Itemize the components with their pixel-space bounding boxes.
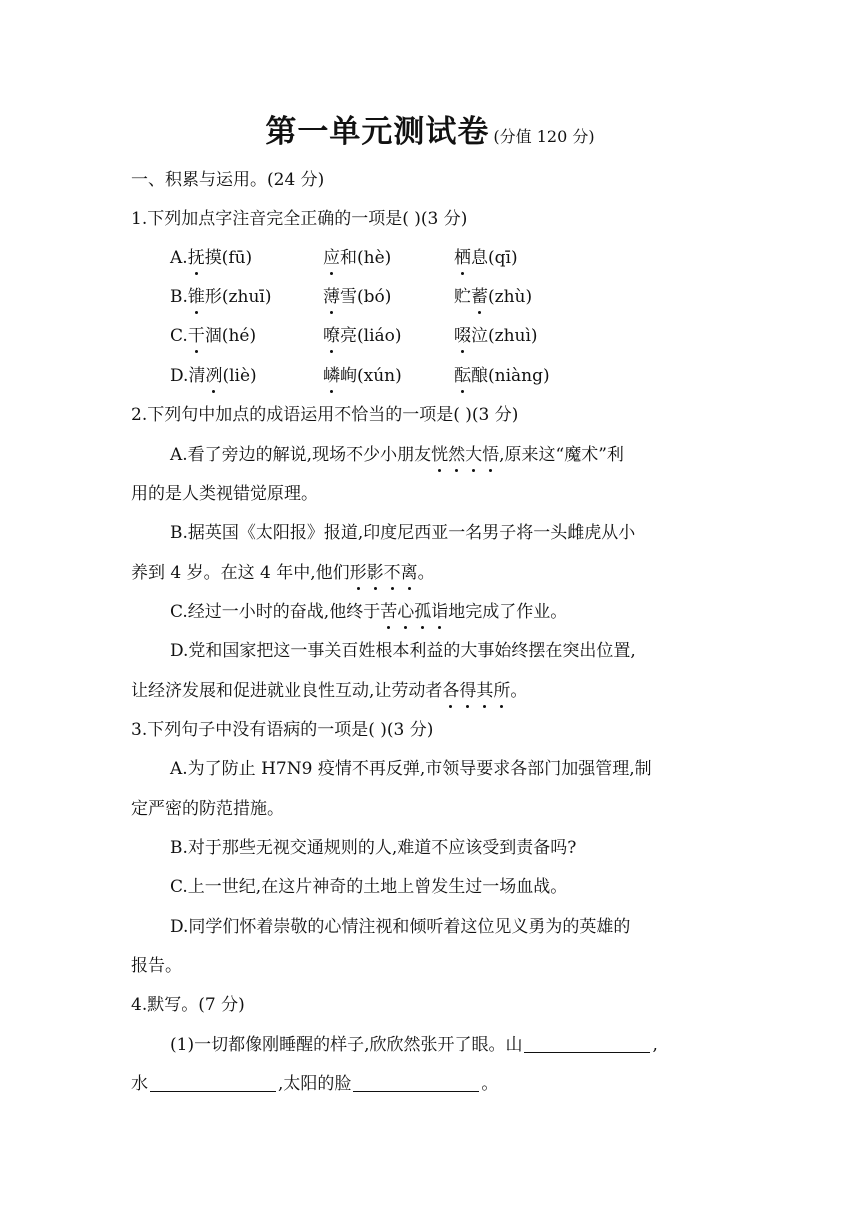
q1-c-item-3: 啜泣(zhuì) bbox=[454, 326, 538, 346]
q3-option-d-cont: 报告。 bbox=[131, 956, 182, 976]
q3-option-b[interactable]: B.对于那些无视交通规则的人,难道不应该受到责备吗? bbox=[170, 838, 577, 858]
answer-blank-3[interactable] bbox=[353, 1073, 479, 1092]
q1-b-item-2: 薄雪(bó) bbox=[323, 287, 392, 307]
q2-option-d[interactable]: D.党和国家把这一事关百姓根本利益的大事始终摆在突出位置, bbox=[170, 641, 636, 661]
answer-blank-2[interactable] bbox=[150, 1073, 276, 1092]
q2-option-b-cont: 养到 4 岁。在这 4 年中,他们形影不离。 bbox=[131, 563, 435, 583]
q1-a-item-2: 应和(hè) bbox=[323, 248, 392, 268]
q3-stem: 3.下列句子中没有语病的一项是( )(3 分) bbox=[131, 720, 434, 740]
title-score: (分值 120 分) bbox=[493, 127, 595, 146]
q4-part-1-cont: 水 ,太阳的脸 。 bbox=[131, 1074, 499, 1094]
answer-blank-1[interactable] bbox=[524, 1034, 650, 1053]
q1-d-item-2: 嶙峋(xún) bbox=[323, 366, 402, 386]
q1-a-item-1: A.抚摸(fū) bbox=[170, 248, 253, 268]
q2-stem: 2.下列句中加点的成语运用不恰当的一项是( )(3 分) bbox=[131, 405, 519, 425]
q2-option-d-cont: 让经济发展和促进就业良性互动,让劳动者各得其所。 bbox=[131, 681, 528, 701]
q4-part-1: (1)一切都像刚睡醒的样子,欣欣然张开了眼。山 , bbox=[170, 1035, 658, 1055]
exam-title bbox=[0, 106, 860, 151]
q3-option-a[interactable]: A.为了防止 H7N9 疫情不再反弹,市领导要求各部门加强管理,制 bbox=[170, 759, 652, 779]
section-heading: 一、积累与运用。(24 分) bbox=[131, 170, 325, 190]
q3-option-d[interactable]: D.同学们怀着崇敬的心情注视和倾听着这位见义勇为的英雄的 bbox=[170, 917, 631, 937]
q2-option-b[interactable]: B.据英国《太阳报》报道,印度尼西亚一名男子将一头雌虎从小 bbox=[170, 523, 636, 543]
q3-option-a-cont: 定严密的防范措施。 bbox=[131, 799, 284, 819]
q1-d-item-1: D.清冽(liè) bbox=[170, 366, 257, 386]
q1-d-item-3: 酝酿(niàng) bbox=[454, 366, 550, 386]
q1-c-item-2: 嘹亮(liáo) bbox=[323, 326, 402, 346]
q1-c-item-1: C.干涸(hé) bbox=[170, 326, 257, 346]
q1-b-item-1: B.锥形(zhuī) bbox=[170, 287, 272, 307]
q2-option-a[interactable]: A.看了旁边的解说,现场不少小朋友恍然大悟,原来这“魔术”利 bbox=[170, 445, 624, 465]
q3-option-c[interactable]: C.上一世纪,在这片神奇的土地上曾发生过一场血战。 bbox=[170, 877, 568, 897]
q1-b-item-3: 贮蓄(zhù) bbox=[454, 287, 533, 307]
q2-option-a-cont: 用的是人类视错觉原理。 bbox=[131, 484, 318, 504]
q1-a-item-3: 栖息(qī) bbox=[454, 248, 518, 268]
q2-option-c[interactable]: C.经过一小时的奋战,他终于苦心孤诣地完成了作业。 bbox=[170, 602, 568, 622]
title-main: 第一单元测试卷 bbox=[265, 114, 490, 150]
q1-stem: 1.下列加点字注音完全正确的一项是( )(3 分) bbox=[131, 209, 468, 229]
q4-stem: 4.默写。(7 分) bbox=[131, 995, 245, 1015]
